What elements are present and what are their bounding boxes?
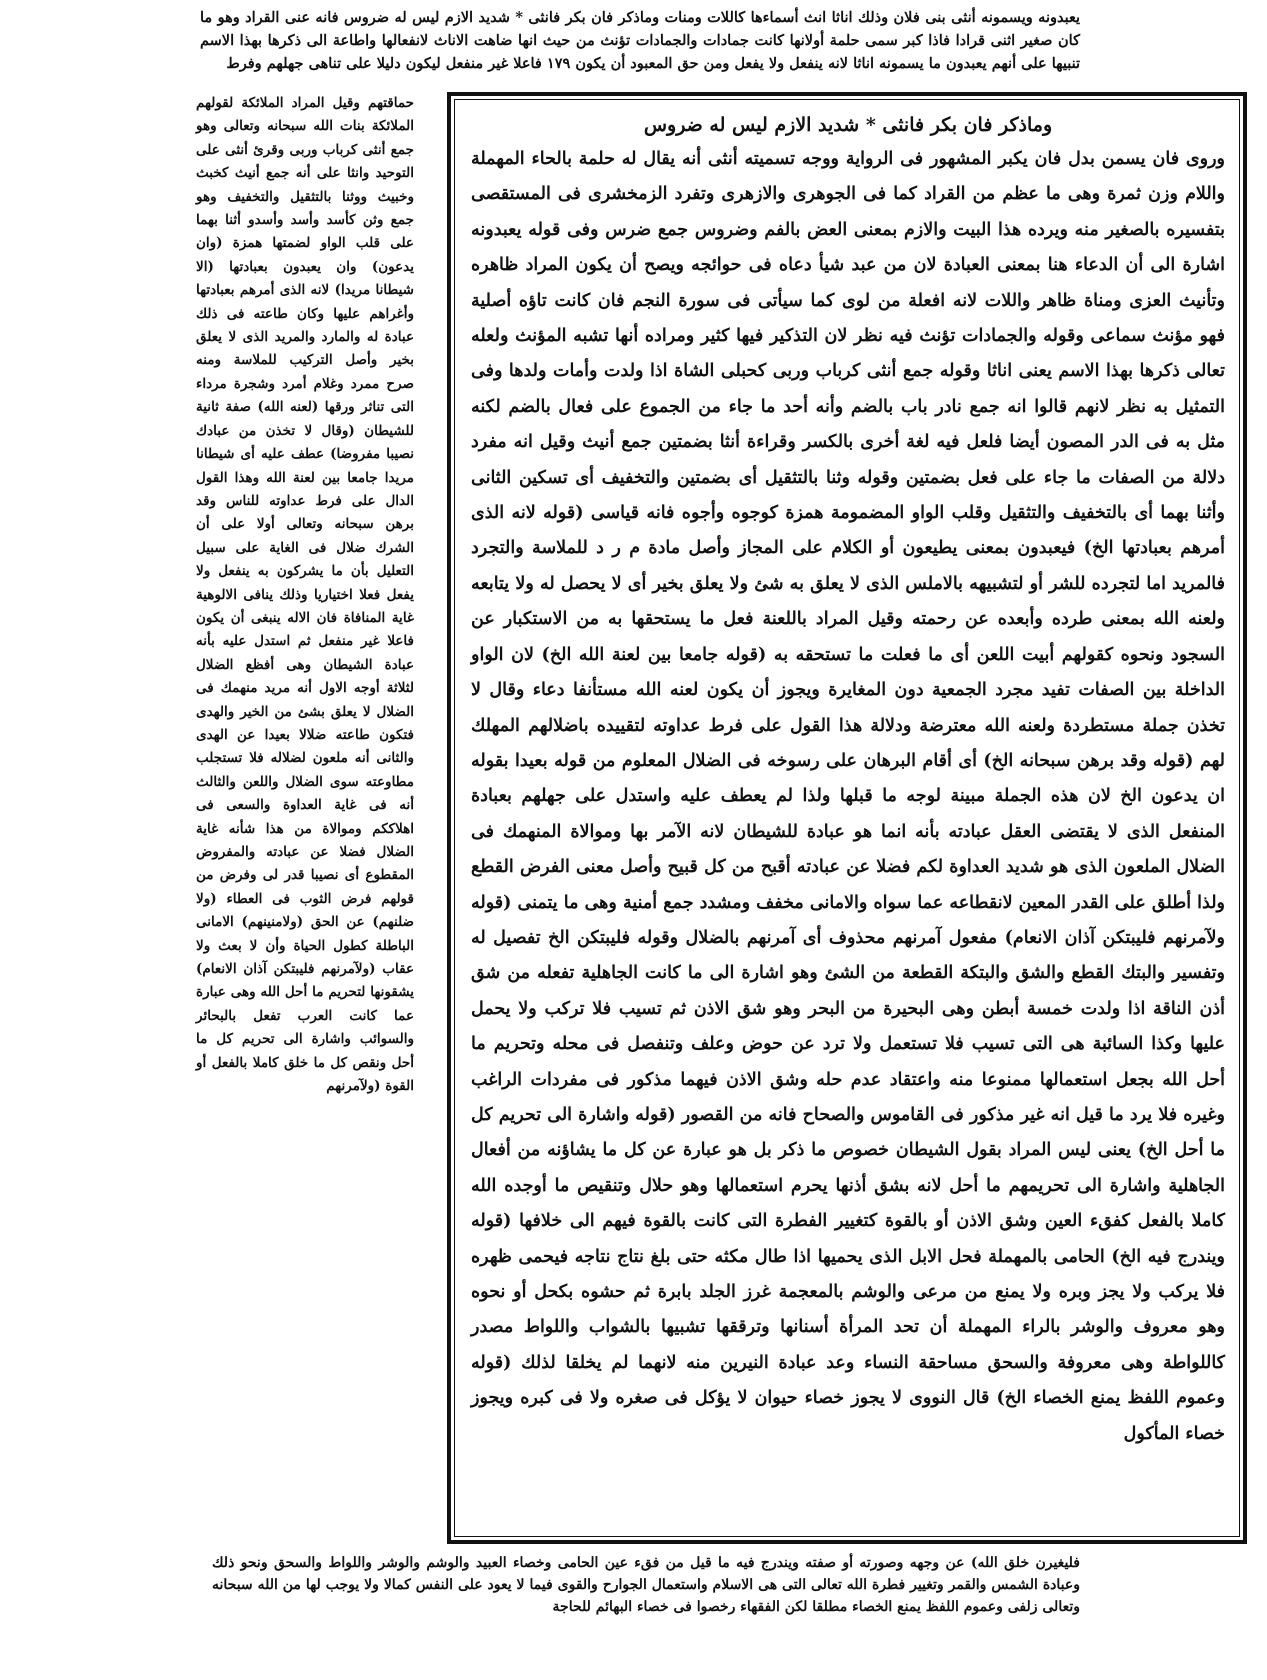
bottom-commentary — [212, 1552, 1080, 1618]
main-text-inner-border — [454, 99, 1240, 1537]
main-gloss-text: وروى فان يسمن بدل فان يكبر المشهور فى الرواية ووجه تسميته أنثى أنه يقال له حلمة بالحاء المهملة واللام وزن ثمرة وهى ما عظم من القراد كما فى الجوهرى والازهرى وتفرد الزمخشرى فى المستقصى بتفسيره بالصغير منه ويرده هذا البيت والازم بمعنى العض بالفم وضروس جمع ضرس وفى قوله يعبدونه اشارة الى أن الدعاء هنا بمعنى العبادة لان من عبد شيأ دعاه فى حوائجه ويصح أن يكون المراد ظاهره وتأنيث العزى ومناة ظاهر واللات لانه افعلة من لوى كما سيأتى فى سورة النجم فان كانت تاؤه أصلية فهو مؤنث سماعى وقوله والجمادات تؤنث فيه نظر لان التذكير فيها كثير ومراده أنها تشبه المؤنث ولعله تعالى ذكرها بهذا الاسم يعنى اناثا وقوله جمع أنثى كرباب وربى كحبلى الشاة اذا ولدت وأمات ولدها وفى التمثيل به نظر لانهم قالوا انه جمع نادر باب بالضم وأنه أحد ما جاء من الجموع على فعال بالضم لكنه مثل به فى الدر المصون أيضا فلعل فيه لغة أخرى بالكسر وقراءة أنثا بضمتين جمع أنيث وقيل انه مفرد دلالة من الصفات ما جاء على فعل بضمتين وقوله وثنا بالتثقيل أى بضمتين والتخفيف أى تسكين الثانى وأثنا بهما أى بالتخفيف والتثقيل وقلب الواو المضمومة همزة كوجوه وأجوه فانه قياسى (قوله لانه الذى أمرهم بعبادتها الخ) فيعبدون بمعنى يطيعون أو الكلام على المجاز وأصل مادة م ر د للملاسة والتجرد فالمريد اما لتجرده للشر أو لتشبيهه بالاملس الذى لا يعلق به شئ ولا يعلق بخير أى لا يحصل له ولا يتابعه ولعنه الله بمعنى طرده وأبعده عن رحمته وقيل المراد باللعنة فعل ما يستحقها به من الاستكبار عن السجود ونحوه كقولهم أبيت اللعن أى ما فعلت ما تستحقه به (قوله جامعا بين لعنة الله الخ) لان الواو الداخلة بين الصفات تفيد مجرد الجمعية دون المغايرة ويجوز أن يكون لعنه الله مستأنفا دعاء وقال لا تخذن جملة مستطردة ولعنه الله معترضة ودلالة هذا القول على فرط عداوته لتقييده باضلالهم المهلك لهم (قوله وقد برهن سبحانه الخ) أى أقام البرهان على رسوخه فى الضلال المعلوم من قوله بعيدا بقوله ان يدعون الخ لان هذه الجملة مبينة لوجه ما قبلها ولذا لم يعطف عليه واستدل على جهلهم بعبادة المنفعل الذى لا يقتضى العقل عبادته بأنه انما هو عبادة للشيطان لانه الآمر بها وموالاة المنهمك فى الضلال الملعون الذى هو شديد العداوة لكم فضلا عن عبادته أقبح من كل قبيح وأصل معنى الفرض القطع ولذا أطلق على القدر المعين لانقطاعه عما سواه والامانى مخفف ومشدد جمع أمنية وهى ما يتمنى (قوله ولآمرنهم فليبتكن آذان الانعام) مفعول آمرنهم محذوف أى آمرنهم بالضلال وقوله فليبتكن الخ تفصيل له وتفسير والبتك القطع والشق والبتكة القطعة من الشئ وهو اشارة الى ما كانت الجاهلية تفعله من شق أذن الناقة اذا ولدت خمسة أبطن وهى البحيرة من البحر وهو شق الاذن ثم تسيب فلا تركب ولا يحمل عليها وكذا السائبة هى التى تسيب فلا تستعمل ولا ترد عن حوض وعلف وتنفصل فى محله وتحريم ما أحل الله بجعل استعمالها ممنوعا منه واعتقاد عدم حله وشق الاذن فيهما مذكور فى مفردات الراغب وغيره فلا يرد ما قيل انه غير مذكور فى القاموس والصحاح فانه من القصور (قوله واشارة الى تحريم كل ما أحل الخ) يعنى ليس المراد بقول الشيطان خصوص ما ذكر بل هو عبارة عن كل ما يشاؤنه من أفعال الجاهلية واشارة الى تحريمهم ما أحل لانه بشق أذنها يحرم استعمالها وهو حلال وتنقيص ما أوجده الله كاملا بالفعل كفقء العين وشق الاذن أو بالقوة كتغيير الفطرة التى كانت بالقوة فيهم الى خلافها (قوله ويندرج فيه الخ) الحامى بالمهملة فحل الابل الذى يحميها اذا طال مكثه حتى بلغ نتاج نتاجه فيحمى ظهره فلا يركب ولا يجز وبره ولا يمنع من مرعى والوشم بالمعجمة غرز الجلد بابرة ثم حشوه بكحل أو نحوه وهو معروف والوشر بالراء المهملة أن تحد المرأة أسنانها وترققها تشبيها بالشواب واللواط مصدر كاللواطة وهى معروفة والسحق مساحقة النساء وعد عبادة النيرين منه لانهما لم يخلقا لذلك (قوله وعموم اللفظ يمنع الخصاء الخ) قال النووى لا يجوز خصاء حيوان لا يؤكل فى صغره ولا فى كبره ويجوز خصاء المأكول — [471, 149, 1225, 1444]
side-margin-commentary — [196, 92, 414, 1098]
top-commentary — [200, 6, 1080, 75]
side-commentary-text: حماقتهم وقيل المراد الملائكة لقولهم الملائكة بنات الله سبحانه وتعالى وهو جمع أنثى كرباب وربى وقرئ أنثى على التوحيد وانثا على أنه جمع أنيث كخبث وخبيث ووثنا بالتثقيل والتخفيف وهو جمع وثن كأسد وأسد وأسدو أثنا بهما على قلب الواو لضمتها همزة (وان يدعون) وان يعبدون بعبادتها (الا شيطانا مريدا) لانه الذى أمرهم بعبادتها وأغراهم عليها وكان طاعته فى ذلك عبادة له والمارد والمريد الذى لا يعلق بخير وأصل التركيب للملاسة ومنه صرح ممرد وغلام أمرد وشجرة مرداء التى تناثر ورقها (لعنه الله) صفة ثانية للشيطان (وقال لا تخذن من عبادك نصيبا مفروضا) عطف عليه أى شيطانا مريدا جامعا بين لعنة الله وهذا القول الدال على فرط عداوته للناس وقد برهن سبحانه وتعالى أولا على أن الشرك ضلال فى الغاية على سبيل التعليل بأن ما يشركون به ينفعل ولا يفعل فعلا اختياريا وذلك ينافى الالوهية غاية المنافاة فان الاله ينبغى أن يكون فاعلا غير منفعل ثم استدل عليه بأنه عبادة الشيطان وهى أفظع الضلال لثلاثة أوجه الاول أنه مريد منهمك فى الضلال لا يعلق بشئ من الخير والهدى فتكون طاعته ضلالا بعيدا عن الهدى والثانى أنه ملعون لضلاله فلا تستجلب مطاوعته سوى الضلال واللعن والثالث أنه فى غاية العداوة والسعى فى اهلاككم وموالاة من هذا شأنه غاية الضلال فضلا عن عبادته والمفروض المقطوع أى نصيبا قدر لى وفرض من قولهم فرض الثوب فى العطاء (ولا ضلنهم) عن الحق (ولامنينهم) الامانى الباطلة كطول الحياة وأن لا بعث ولا عقاب (ولآمرنهم فليبتكن آذان الانعام) يشقونها لتحريم ما أحل الله وهى عبارة عما كانت العرب تفعل بالبحائر والسوائب واشارة الى تحريم كل ما أحل ونقص كل ما خلق كاملا بالفعل أو القوة (ولآمرنهم — [196, 95, 414, 1095]
bottom-commentary-text: فليغيرن خلق الله) عن وجهه وصورته أو صفته ويندرج فيه ما قيل من فقء عين الحامى وخصاء العبيد والوشم والوشر واللواط والسحق ونحو ذلك وعبادة الشمس والقمر وتغيير فطرة الله تعالى التى هى الاسلام واستعمال الجوارح والقوى فيما لا يعود على النفس كمالا ولا يوجب لها من الله سبحانه وتعالى زلفى وعموم اللفظ يمنع الخصاء مطلقا لكن الفقهاء رخصوا فى خصاء البهائم للحاجة — [212, 1555, 1080, 1615]
main-text-frame — [447, 92, 1247, 1544]
main-heading-verse: وماذكر فان بكر فانثى * شديد الازم ليس له ضروس — [643, 114, 1053, 136]
top-commentary-text: يعبدونه ويسمونه أنثى بنى فلان وذلك اناثا انث أسماءها كاللات ومنات وماذكر فان بكر فانثى * شديد الازم ليس له ضروس فانه عنى القراد وهو ما كان صغير اثنى قرادا فاذا كبر سمى حلمة أولانها كانت جمادات والجمادات تؤنث من حيث انها ضاهت الاناث لانفعالها واطاعة الى ذكرها بهذا الاسم تنبيها على أنهم يعبدون ما يسمونه اناثا لانه ينفعل ولا يفعل ومن حق المعبود أن يكون ١٧٩ فاعلا غير منفعل ليكون دليلا على تناهى جهلهم وفرط — [200, 9, 1080, 72]
column-divider — [430, 92, 431, 1544]
